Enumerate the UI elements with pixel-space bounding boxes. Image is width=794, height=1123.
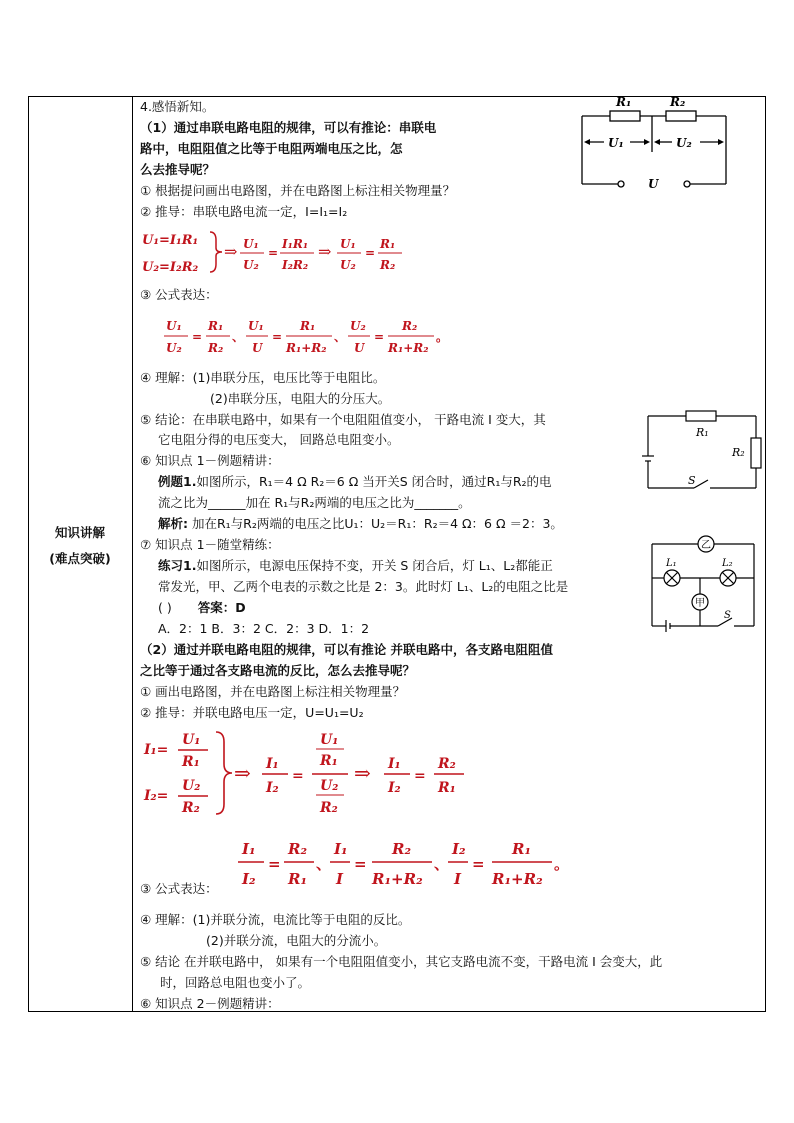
line-intro: 4.感悟新知。 xyxy=(140,99,215,114)
parallel-lamps-diagram xyxy=(640,532,766,642)
d3-s-label: S xyxy=(724,610,731,621)
line-step1: ① 根据提问画出电路图，并在电路图上标注相关物理量？ xyxy=(140,183,456,198)
series-switch-diagram xyxy=(636,404,766,496)
svg-text:R₁: R₁ xyxy=(182,754,200,770)
line-conclusion2: 它电阻分得的电压变大， 回路总电阻变小。 xyxy=(158,432,400,447)
svg-text:I₂: I₂ xyxy=(242,870,256,888)
svg-text:=: = xyxy=(365,246,376,260)
svg-text:U: U xyxy=(252,341,263,355)
side-label-subtitle: (难点突破) xyxy=(49,551,111,566)
line-practice1 xyxy=(158,557,553,575)
svg-text:=: = xyxy=(354,855,367,873)
svg-text:=: = xyxy=(268,855,281,873)
svg-text:=: = xyxy=(272,330,283,344)
svg-text:I₁: I₁ xyxy=(334,840,348,858)
svg-text:U₂: U₂ xyxy=(243,258,259,272)
svg-text:U₁=I₁R₁: U₁=I₁R₁ xyxy=(142,233,199,248)
svg-text:I₁: I₁ xyxy=(266,756,279,772)
svg-text:R₂: R₂ xyxy=(182,800,200,816)
line-example2: 流之比为______加在 R₁与R₂两端的电压之比为_______。 xyxy=(158,495,471,510)
answer: 答案：D xyxy=(197,600,246,615)
line-example1 xyxy=(158,473,552,491)
svg-text:R₁: R₁ xyxy=(320,753,338,769)
svg-text:=: = xyxy=(268,246,279,260)
svg-text:。: 。 xyxy=(436,330,449,344)
table-divider xyxy=(132,96,133,1012)
svg-text:=: = xyxy=(472,855,485,873)
answer-blank: ( ) xyxy=(158,600,172,615)
svg-text:R₂: R₂ xyxy=(402,319,418,333)
svg-text:U₂: U₂ xyxy=(320,778,339,794)
svg-text:、: 、 xyxy=(232,330,245,344)
svg-text:R₁: R₁ xyxy=(380,237,396,251)
d2-s-label: S xyxy=(688,474,696,487)
svg-text:U₁: U₁ xyxy=(166,319,182,333)
svg-text:=: = xyxy=(292,768,304,784)
svg-text:I₂: I₂ xyxy=(388,780,401,796)
parallel-derivation-formula xyxy=(142,728,472,818)
svg-text:I₂: I₂ xyxy=(452,840,466,858)
line-parallel-q1: （2）通过并联电路电阻的规律，可以有推论 并联电路中，各支路电阻阻值 xyxy=(140,642,554,657)
analysis-label: 解析: xyxy=(158,516,188,531)
svg-text:I₁=: I₁= xyxy=(144,742,169,758)
svg-text:U₁: U₁ xyxy=(320,732,339,748)
svg-text:U₂: U₂ xyxy=(350,319,366,333)
svg-text:、: 、 xyxy=(434,855,450,873)
d1-r2-label: R₂ xyxy=(670,95,686,109)
svg-text:U₂=I₂R₂: U₂=I₂R₂ xyxy=(142,260,199,275)
line-understand2: (2)串联分压，电阻大的分压大。 xyxy=(210,391,391,406)
svg-text:、: 、 xyxy=(316,855,332,873)
practice-label: 练习1. xyxy=(158,558,197,573)
svg-text:I₂=: I₂= xyxy=(144,788,169,804)
side-label-title: 知识讲解 xyxy=(54,525,105,540)
practice-text: 如图所示，电源电压保持不变，开关 S 闭合后，灯 L₁、L₂都能正 xyxy=(196,558,553,573)
example-label: 例题1. xyxy=(158,474,197,489)
side-label xyxy=(28,520,132,572)
line-pstep3: ③ 公式表达： xyxy=(140,881,218,896)
svg-text:R₁+R₂: R₁+R₂ xyxy=(286,341,327,355)
svg-text:I₁: I₁ xyxy=(242,840,256,858)
line-practice-head: ⑦ 知识点 1－随堂精练： xyxy=(140,537,280,552)
svg-text:R₂: R₂ xyxy=(208,341,224,355)
d3-l1-label: L₁ xyxy=(666,558,677,569)
svg-text:=: = xyxy=(192,330,203,344)
svg-text:R₁: R₁ xyxy=(288,870,308,888)
svg-text:⇒: ⇒ xyxy=(224,242,238,261)
svg-text:R₁: R₁ xyxy=(300,319,316,333)
line-step3: ③ 公式表达： xyxy=(140,287,218,302)
svg-text:U: U xyxy=(354,341,365,355)
svg-text:U₂: U₂ xyxy=(340,258,356,272)
d2-r1-label: R₁ xyxy=(696,426,709,439)
line-practice3 xyxy=(158,599,246,617)
series-expression-formula xyxy=(160,310,450,362)
line-options: A．2：1 B．3：2 C．2：3 D．1：2 xyxy=(158,621,370,636)
d1-r1-label: R₁ xyxy=(616,95,632,109)
d3-l2-label: L₂ xyxy=(722,558,733,569)
line-series-q1: （1）通过串联电路电阻的规律，可以有推论：串联电 xyxy=(140,120,437,135)
line-conclusion1: ⑤ 结论：在串联电路中，如果有一个电阻阻值变小， 干路电流 I 变大，其 xyxy=(140,412,546,427)
line-pconclusion2: 时，回路总电阻也变小了。 xyxy=(160,975,311,990)
svg-text:U₁: U₁ xyxy=(243,237,259,251)
line-parallel-q2: 之比等于通过各支路电流的反比，怎么去推导呢？ xyxy=(140,663,416,678)
series-derivation-formula xyxy=(140,226,410,278)
line-pconclusion1: ⑤ 结论 在并联电路中， 如果有一个电阻阻值变小，其它支路电流不变，干路电流 I 会变大，此 xyxy=(140,954,663,969)
line-example-head: ⑥ 知识点 1－例题精讲： xyxy=(140,453,280,468)
svg-text:R₁: R₁ xyxy=(512,840,532,858)
svg-text:I₂: I₂ xyxy=(266,780,279,796)
svg-text:R₂: R₂ xyxy=(320,800,338,816)
svg-text:U₁: U₁ xyxy=(248,319,264,333)
svg-text:U₁: U₁ xyxy=(182,732,201,748)
svg-text:R₂: R₂ xyxy=(392,840,412,858)
line-series-q3: 么去推导呢？ xyxy=(140,162,216,177)
svg-text:R₂: R₂ xyxy=(438,756,456,772)
d3-yi-label: 乙 xyxy=(701,540,711,551)
svg-text:R₁: R₁ xyxy=(438,780,456,796)
d1-u-label: U xyxy=(648,177,659,191)
svg-text:U₂: U₂ xyxy=(166,341,182,355)
line-series-q2: 路中，电阻阻值之比等于电阻两端电压之比，怎 xyxy=(140,141,403,156)
svg-text:I₂R₂: I₂R₂ xyxy=(282,258,309,272)
analysis-text: 加在R₁与R₂两端的电压之比U₁：U₂＝R₁：R₂＝4 Ω：6 Ω ＝2：3。 xyxy=(188,516,563,531)
line-practice2: 常发光，甲、乙两个电表的示数之比是 2：3。此时灯 L₁、L₂的电阻之比是 xyxy=(158,579,569,594)
svg-text:U₂: U₂ xyxy=(182,778,201,794)
svg-text:R₁: R₁ xyxy=(208,319,224,333)
line-analysis xyxy=(158,515,563,533)
svg-text:I₁R₁: I₁R₁ xyxy=(282,237,309,251)
svg-text:R₁+R₂: R₁+R₂ xyxy=(388,341,429,355)
line-punderstand1: ④ 理解：(1)并联分流，电流比等于电阻的反比。 xyxy=(140,912,411,927)
svg-text:。: 。 xyxy=(554,855,570,873)
svg-text:R₁+R₂: R₁+R₂ xyxy=(492,870,543,888)
svg-text:I₁: I₁ xyxy=(388,756,401,772)
svg-text:R₂: R₂ xyxy=(380,258,396,272)
svg-text:R₁+R₂: R₁+R₂ xyxy=(372,870,423,888)
line-pstep1: ① 画出电路图，并在电路图上标注相关物理量？ xyxy=(140,684,406,699)
line-punderstand2: (2)并联分流，电阻大的分流小。 xyxy=(206,933,387,948)
svg-text:、: 、 xyxy=(334,330,347,344)
svg-text:I: I xyxy=(336,870,344,888)
parallel-expression-formula xyxy=(236,832,570,894)
line-step2: ② 推导：串联电路电流一定，I=I₁=I₂ xyxy=(140,204,348,219)
svg-text:R₂: R₂ xyxy=(288,840,308,858)
svg-text:=: = xyxy=(374,330,385,344)
line-pexample-head: ⑥ 知识点 2－例题精讲： xyxy=(140,996,280,1011)
series-voltage-diagram xyxy=(574,92,738,192)
d3-jia-label: 甲 xyxy=(695,598,705,609)
line-understand1: ④ 理解：(1)串联分压，电压比等于电阻比。 xyxy=(140,370,386,385)
example-text: 如图所示，R₁＝4 Ω R₂＝6 Ω 当开关S 闭合时，通过R₁与R₂的电 xyxy=(196,474,552,489)
line-pstep2: ② 推导：并联电路电压一定，U=U₁=U₂ xyxy=(140,705,364,720)
d1-u1-label: U₁ xyxy=(608,136,624,150)
svg-text:⇒: ⇒ xyxy=(234,761,251,785)
svg-text:⇒: ⇒ xyxy=(354,761,371,785)
d2-r2-label: R₂ xyxy=(732,446,745,459)
svg-text:=: = xyxy=(414,768,426,784)
svg-text:⇒: ⇒ xyxy=(318,242,332,261)
svg-text:U₁: U₁ xyxy=(340,237,356,251)
svg-text:I: I xyxy=(454,870,462,888)
d1-u2-label: U₂ xyxy=(676,136,692,150)
